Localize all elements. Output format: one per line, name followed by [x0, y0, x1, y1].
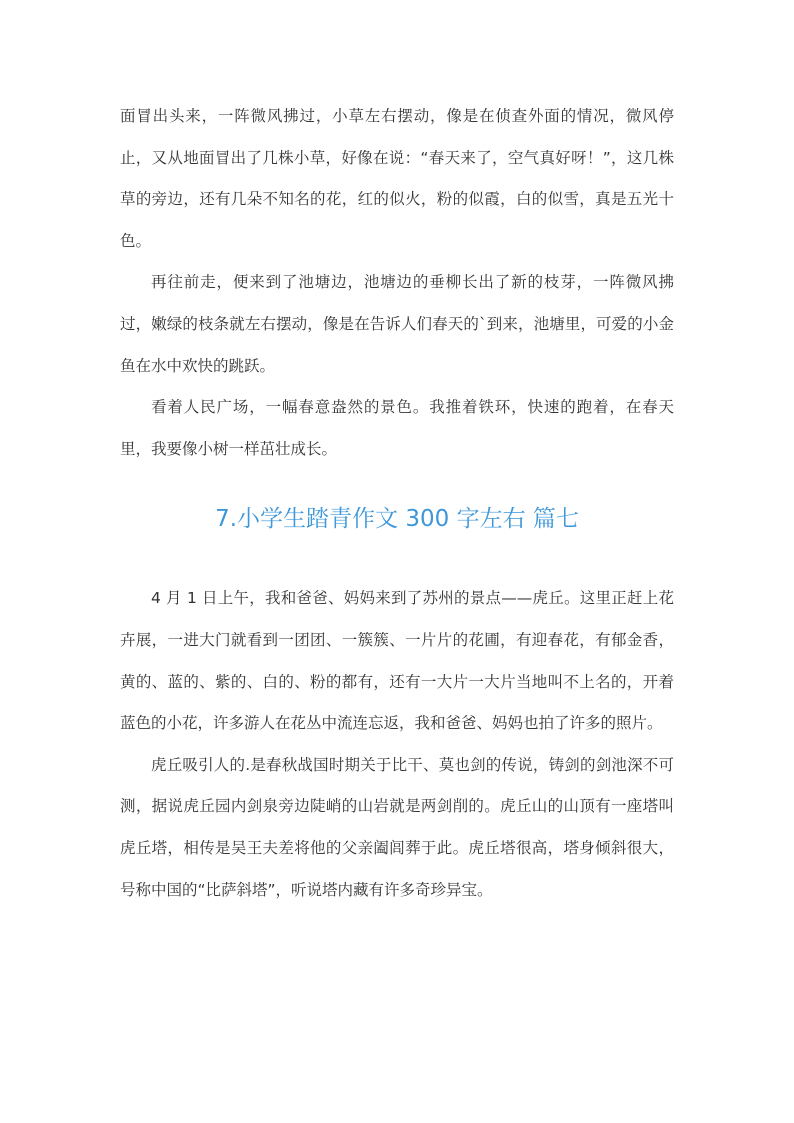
paragraph-huqiu-visit: 4 月 1 日上午，我和爸爸、妈妈来到了苏州的景点——虎丘。这里正赶上花卉展，一进大门就看到一团团、一簇簇、一片片的花圃，有迎春花，有郁金香，黄的、蓝的、紫的、白的、粉的都有，还有一大片一大片当地叫不上名的，开着蓝色的小花，许多游人在花丛中流连忘返，我和爸爸、妈妈也拍了许多的照片。 — [120, 589, 674, 733]
document-body — [120, 96, 674, 911]
paragraph-huqiu-legend: 虎丘吸引人的.是春秋战国时期关于比干、莫也剑的传说，铸剑的剑池深不可测，据说虎丘园内剑泉旁边陡峭的山岩就是两剑削的。虎丘山的山顶有一座塔叫虎丘塔，相传是吴王夫差将他的父亲阖闾葬于此。虎丘塔很高，塔身倾斜很大，号称中国的“比萨斜塔”，听说塔内藏有许多奇珍异宝。 — [120, 755, 674, 899]
paragraph-pond: 再往前走，便来到了池塘边，池塘边的垂柳长出了新的枝芽，一阵微风拂过，嫩绿的枝条就左右摆动，像是在告诉人们春天的`到来，池塘里，可爱的小金鱼在水中欢快的跳跃。 — [120, 273, 674, 375]
paragraph-square: 看着人民广场，一幅春意盎然的景色。我推着铁环，快速的跑着，在春天里，我要像小树一样茁壮成长。 — [120, 398, 674, 458]
section-heading: 7.小学生踏青作文 300 字左右 篇七 — [215, 506, 579, 533]
paragraph-continued-grass: 面冒出头来，一阵微风拂过，小草左右摆动，像是在侦查外面的情况，微风停止，又从地面冒出了几株小草，好像在说：“春天来了，空气真好呀！”，这几株草的旁边，还有几朵不知名的花，红的似火，粉的似霞，白的似雪，真是五光十色。 — [120, 107, 674, 250]
